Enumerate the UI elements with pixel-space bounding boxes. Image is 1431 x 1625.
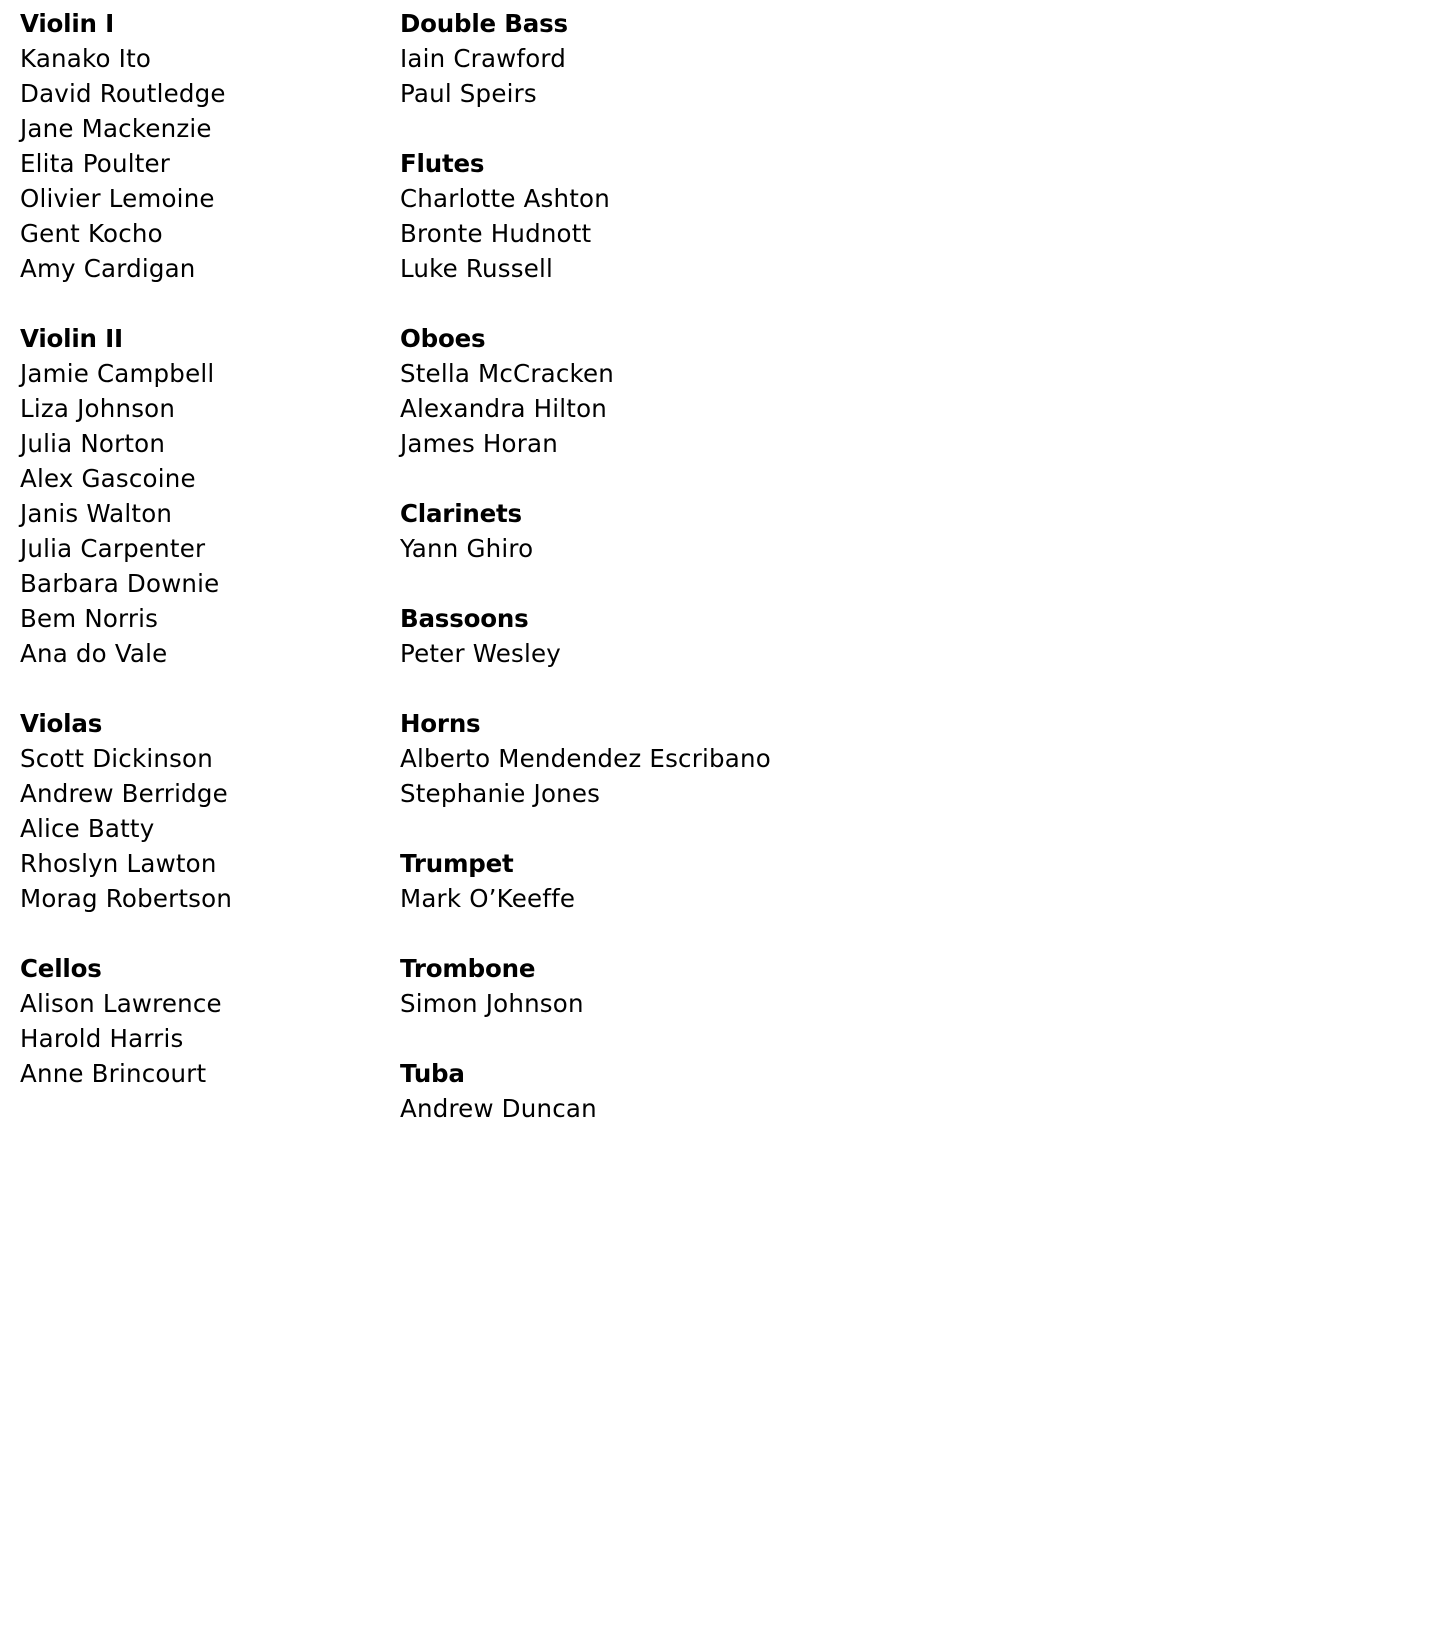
member-name: Anne Brincourt bbox=[20, 1059, 207, 1088]
section-trumpet bbox=[400, 846, 920, 916]
member-name: Jamie Campbell bbox=[20, 359, 215, 388]
member-list bbox=[20, 41, 390, 286]
section-heading: Cellos bbox=[20, 954, 102, 983]
member-name: Scott Dickinson bbox=[20, 744, 213, 773]
member-name: Andrew Duncan bbox=[400, 1094, 597, 1123]
section-trombone bbox=[400, 951, 920, 1021]
member-name: Liza Johnson bbox=[20, 394, 176, 423]
section-heading: Violin I bbox=[20, 9, 115, 38]
section-violas bbox=[20, 706, 390, 916]
member-list bbox=[400, 636, 920, 671]
section-heading: Trombone bbox=[400, 954, 536, 983]
member-name: Alex Gascoine bbox=[20, 464, 196, 493]
member-list bbox=[400, 531, 920, 566]
member-name: Andrew Berridge bbox=[20, 779, 228, 808]
member-name: Elita Poulter bbox=[20, 149, 171, 178]
section-bassoons bbox=[400, 601, 920, 671]
member-name: Jane Mackenzie bbox=[20, 114, 212, 143]
member-name: Rhoslyn Lawton bbox=[20, 849, 217, 878]
member-list bbox=[400, 356, 920, 461]
section-heading: Violas bbox=[20, 709, 103, 738]
section-heading: Clarinets bbox=[400, 499, 522, 528]
member-name: Alexandra Hilton bbox=[400, 394, 608, 423]
section-heading: Violin II bbox=[20, 324, 123, 353]
member-name: Amy Cardigan bbox=[20, 254, 196, 283]
section-heading: Tuba bbox=[400, 1059, 465, 1088]
member-name: Alice Batty bbox=[20, 814, 155, 843]
member-name: Alison Lawrence bbox=[20, 989, 222, 1018]
member-name: David Routledge bbox=[20, 79, 226, 108]
member-name: Luke Russell bbox=[400, 254, 553, 283]
section-clarinets bbox=[400, 496, 920, 566]
member-name: Kanako Ito bbox=[20, 44, 152, 73]
section-cellos bbox=[20, 951, 390, 1091]
left-column bbox=[20, 6, 390, 1126]
section-oboes bbox=[400, 321, 920, 461]
member-list bbox=[400, 986, 920, 1021]
member-name: Peter Wesley bbox=[400, 639, 561, 668]
member-name: Morag Robertson bbox=[20, 884, 233, 913]
member-list bbox=[20, 741, 390, 916]
section-heading: Bassoons bbox=[400, 604, 529, 633]
member-name: Stella McCracken bbox=[400, 359, 615, 388]
member-name: Julia Norton bbox=[20, 429, 166, 458]
section-flutes bbox=[400, 146, 920, 286]
member-name: Mark O’Keeffe bbox=[400, 884, 576, 913]
member-name: Janis Walton bbox=[20, 499, 173, 528]
section-tuba bbox=[400, 1056, 920, 1126]
member-name: Alberto Mendendez Escribano bbox=[400, 744, 771, 773]
right-column bbox=[400, 6, 920, 1161]
member-name: James Horan bbox=[400, 429, 558, 458]
member-name: Bronte Hudnott bbox=[400, 219, 592, 248]
member-name: Julia Carpenter bbox=[20, 534, 206, 563]
member-name: Simon Johnson bbox=[400, 989, 584, 1018]
section-violin-i bbox=[20, 6, 390, 286]
section-heading: Horns bbox=[400, 709, 481, 738]
member-name: Gent Kocho bbox=[20, 219, 163, 248]
member-name: Stephanie Jones bbox=[400, 779, 601, 808]
member-name: Harold Harris bbox=[20, 1024, 184, 1053]
member-name: Paul Speirs bbox=[400, 79, 537, 108]
section-heading: Flutes bbox=[400, 149, 485, 178]
member-list bbox=[400, 881, 920, 916]
member-list bbox=[400, 1091, 920, 1126]
member-name: Charlotte Ashton bbox=[400, 184, 610, 213]
member-list bbox=[400, 41, 920, 111]
member-name: Bem Norris bbox=[20, 604, 159, 633]
member-name: Barbara Downie bbox=[20, 569, 220, 598]
section-violin-ii bbox=[20, 321, 390, 671]
member-list bbox=[400, 741, 920, 811]
member-list bbox=[400, 181, 920, 286]
member-name: Yann Ghiro bbox=[400, 534, 534, 563]
section-horns bbox=[400, 706, 920, 811]
member-name: Ana do Vale bbox=[20, 639, 168, 668]
section-double-bass bbox=[400, 6, 920, 111]
section-heading: Double Bass bbox=[400, 9, 568, 38]
member-list bbox=[20, 356, 390, 671]
section-heading: Oboes bbox=[400, 324, 486, 353]
section-heading: Trumpet bbox=[400, 849, 514, 878]
member-name: Olivier Lemoine bbox=[20, 184, 215, 213]
member-name: Iain Crawford bbox=[400, 44, 567, 73]
member-list bbox=[20, 986, 390, 1091]
